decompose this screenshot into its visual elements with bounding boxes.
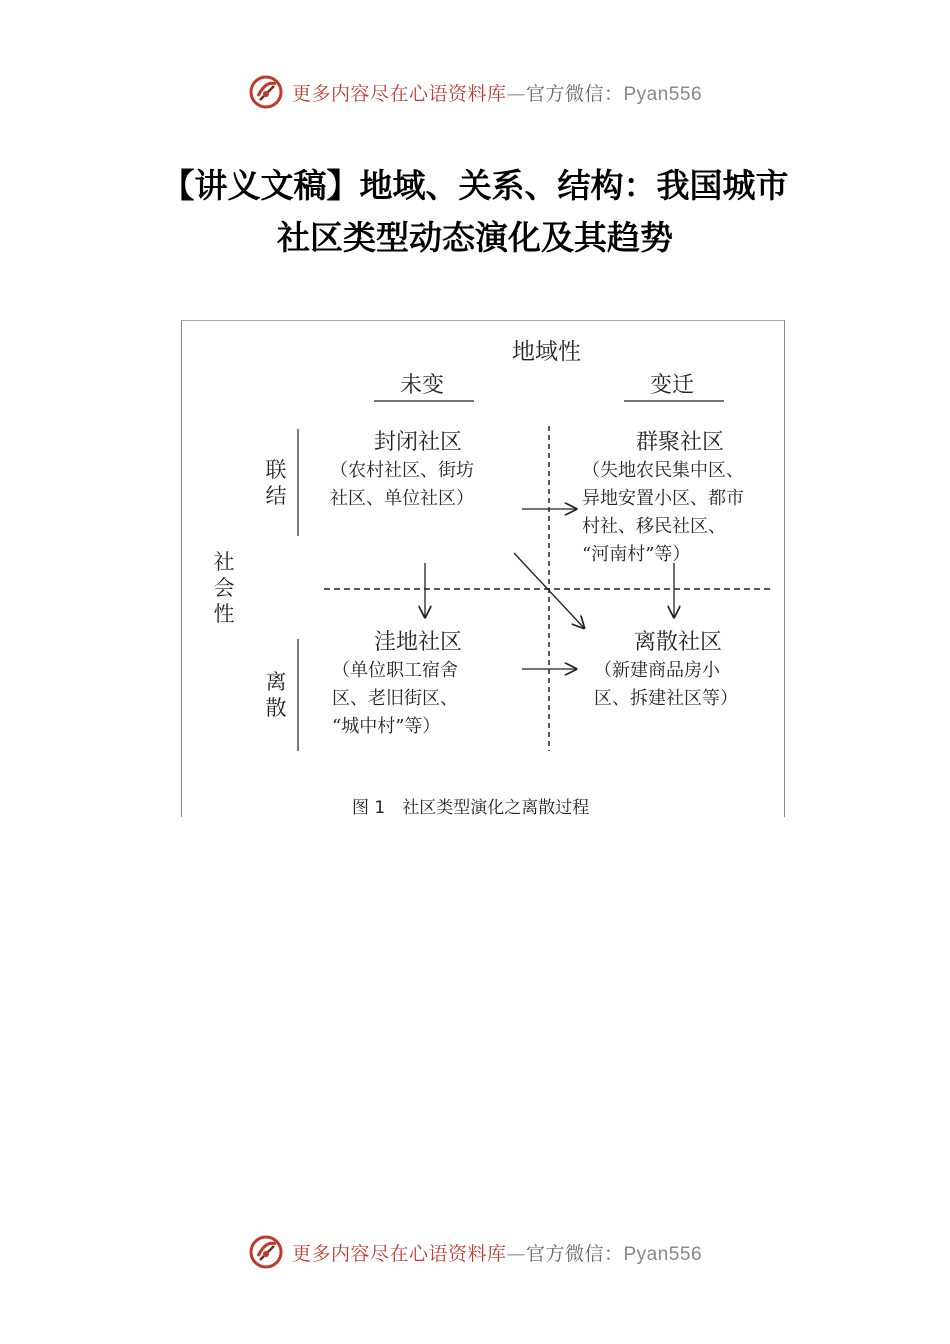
clustered-community-title: 群聚社区 [636, 430, 725, 455]
footer-banner [0, 1230, 950, 1274]
scattered-community-title: 离散社区 [634, 630, 723, 655]
clustered-community-desc: （失地农民集中区、 异地安置小区、都市 村社、移民社区、 “河南村”等） [582, 460, 744, 565]
brand-logo-icon [248, 1234, 284, 1270]
title-line-2: 社区类型动态演化及其趋势 [277, 218, 673, 257]
row-label-dispersed: 离散 [265, 670, 287, 720]
left-axis-label: 社会性 [213, 550, 235, 626]
scattered-community-desc: （新建商品房小 区、拆建社区等） [594, 660, 738, 709]
top-axis-label: 地域性 [512, 339, 581, 365]
col-head-changed: 变迁 [650, 373, 695, 398]
header-banner [0, 70, 950, 114]
banner-text [292, 79, 702, 106]
closed-community-desc: （农村社区、街坊 社区、单位社区） [330, 460, 474, 509]
col-head-unchanged: 未变 [400, 373, 445, 398]
brand-logo-icon [248, 74, 284, 110]
wechat-label: 官方微信： [525, 82, 624, 105]
banner-separator: — [506, 1242, 526, 1265]
lowland-community-desc: （单位职工宿舍 区、老旧街区、 “城中村”等） [332, 660, 458, 737]
brand-text: 更多内容尽在心语资料库 [291, 82, 507, 105]
wechat-id: Pyan556 [623, 1243, 703, 1265]
banner-separator: — [506, 82, 526, 105]
row-label-connected: 联结 [265, 458, 287, 508]
closed-community-title: 封闭社区 [374, 430, 463, 455]
wechat-label: 官方微信： [525, 1242, 624, 1265]
figure-caption: 图 1 社区类型演化之离散过程 [352, 798, 590, 818]
banner-text [292, 1239, 702, 1266]
lowland-community-title: 洼地社区 [374, 630, 463, 655]
community-evolution-figure [181, 320, 785, 817]
brand-text: 更多内容尽在心语资料库 [291, 1242, 507, 1265]
wechat-id: Pyan556 [623, 83, 703, 105]
title-line-1: 【讲义文稿】地域、关系、结构：我国城市 [161, 166, 789, 205]
document-title [75, 160, 875, 264]
